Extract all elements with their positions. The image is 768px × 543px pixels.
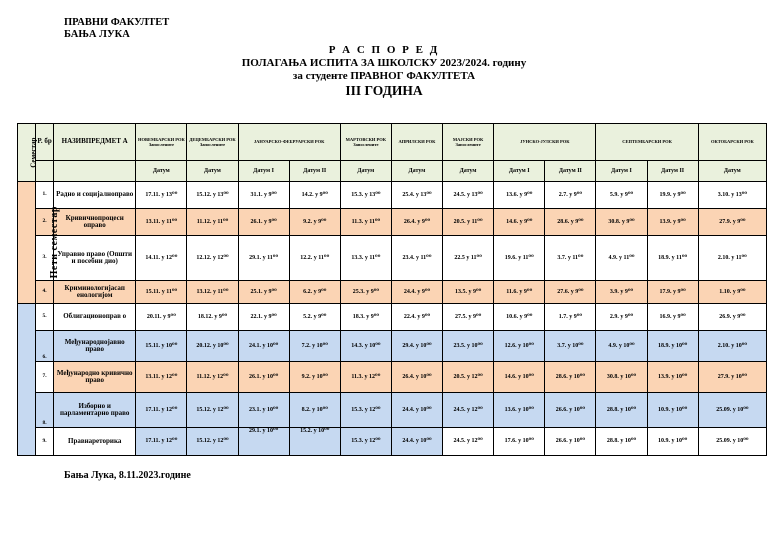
exam-date: 27.6. у 9⁰⁰ bbox=[545, 281, 596, 304]
exam-date: 15.12. у 12⁰⁰ bbox=[187, 428, 238, 456]
exam-date: 11.6. у 9⁰⁰ bbox=[494, 281, 545, 304]
exam-date: 1.10. у 9⁰⁰ bbox=[698, 281, 766, 304]
semester-header: Семестар bbox=[18, 124, 36, 182]
subject-name: Кривичнопроцесн оправо bbox=[54, 209, 136, 236]
exam-date: 17.9. у 9⁰⁰ bbox=[647, 281, 698, 304]
exam-date: 12.12. у 12⁰⁰ bbox=[187, 236, 238, 281]
exam-date: 19.6. у 11⁰⁰ bbox=[494, 236, 545, 281]
subject-name: Криминологијасап енологијом bbox=[54, 281, 136, 304]
exam-date: 13.5. у 9⁰⁰ bbox=[443, 281, 494, 304]
date-label: Датум bbox=[698, 161, 766, 182]
exam-date: 2.10. у 10⁰⁰ bbox=[698, 331, 766, 362]
exam-date: 17.6. у 10⁰⁰ bbox=[494, 428, 545, 456]
term-november: НОВЕМБАРСКИ РОК Запослените bbox=[136, 124, 187, 161]
exam-date: 22.1. у 9⁰⁰ bbox=[238, 304, 289, 331]
title-line3: за студенте ПРАВНОГ ФАКУЛТЕТА bbox=[292, 70, 476, 82]
exam-date: 28.6. у 9⁰⁰ bbox=[545, 209, 596, 236]
table-row bbox=[18, 209, 767, 236]
row-number: 7. bbox=[36, 362, 54, 393]
row-number: 9. bbox=[36, 428, 54, 456]
subject-name: Међународнојавно право bbox=[54, 331, 136, 362]
date-label: Датум I bbox=[596, 161, 647, 182]
exam-date: 3.10. у 13⁰⁰ bbox=[698, 182, 766, 209]
table-row bbox=[18, 331, 767, 362]
exam-date: 2.9. у 9⁰⁰ bbox=[596, 304, 647, 331]
exam-date: 6.2. у 9⁰⁰ bbox=[289, 281, 340, 304]
table-row bbox=[18, 362, 767, 393]
exam-date: 15.12. у 12⁰⁰ bbox=[187, 393, 238, 428]
exam-date: 13.9. у 9⁰⁰ bbox=[647, 209, 698, 236]
exam-date: 18.3. у 9⁰⁰ bbox=[340, 304, 391, 331]
exam-date: 11.3. у 12⁰⁰ bbox=[340, 362, 391, 393]
title-line2: ПОЛАГАЊА ИСПИТА ЗА ШКОЛСКУ 2023/2024. годину bbox=[241, 57, 527, 69]
exam-date: 30.8. у 10⁰⁰ bbox=[596, 362, 647, 393]
exam-date: 13.9. у 10⁰⁰ bbox=[647, 362, 698, 393]
row-number: 2. bbox=[36, 209, 54, 236]
exam-date: 18.12. у 9⁰⁰ bbox=[187, 304, 238, 331]
term-may: МАЈСКИ РОК Запослените bbox=[443, 124, 494, 161]
exam-schedule-table bbox=[17, 123, 767, 456]
exam-date: 29.1. у 10⁰⁰ bbox=[238, 428, 289, 456]
table-row bbox=[18, 428, 767, 456]
exam-date: 15.2. у 10⁰⁰ bbox=[289, 428, 340, 456]
row-number: 8. bbox=[36, 393, 54, 428]
exam-date: 13.3. у 11⁰⁰ bbox=[340, 236, 391, 281]
exam-date: 17.11. у 13⁰⁰ bbox=[136, 182, 187, 209]
exam-date: 18.9. у 11⁰⁰ bbox=[647, 236, 698, 281]
exam-date: 16.9. у 9⁰⁰ bbox=[647, 304, 698, 331]
exam-date: 13.11. у 11⁰⁰ bbox=[136, 209, 187, 236]
footer-date: Бања Лука, 8.11.2023.године bbox=[64, 470, 191, 481]
exam-date: 27.5. у 9⁰⁰ bbox=[443, 304, 494, 331]
subject-name: Међународно кривично право bbox=[54, 362, 136, 393]
exam-date: 25.3. у 9⁰⁰ bbox=[340, 281, 391, 304]
exam-date: 15.3. у 12⁰⁰ bbox=[340, 393, 391, 428]
row-number: 3. bbox=[36, 236, 54, 281]
row-number: 1. bbox=[36, 182, 54, 209]
exam-date: 28.6. у 10⁰⁰ bbox=[545, 362, 596, 393]
exam-date: 15.11. у 10⁰⁰ bbox=[136, 331, 187, 362]
exam-date: 27.9. у 10⁰⁰ bbox=[698, 362, 766, 393]
header-row-dates bbox=[18, 161, 767, 182]
exam-date: 18.9. у 10⁰⁰ bbox=[647, 331, 698, 362]
exam-date: 25.09. у 10⁰⁰ bbox=[698, 393, 766, 428]
exam-date: 13.12. у 11⁰⁰ bbox=[187, 281, 238, 304]
exam-date: 13.11. у 12⁰⁰ bbox=[136, 362, 187, 393]
exam-date: 26.6. у 10⁰⁰ bbox=[545, 428, 596, 456]
exam-date: 23.4. у 11⁰⁰ bbox=[391, 236, 442, 281]
subject-name: Изборно и парламентарно право bbox=[54, 393, 136, 428]
exam-date: 22.4. у 9⁰⁰ bbox=[391, 304, 442, 331]
exam-date: 23.1. у 10⁰⁰ bbox=[238, 393, 289, 428]
exam-date: 25.1. у 9⁰⁰ bbox=[238, 281, 289, 304]
exam-date: 25.09. у 10⁰⁰ bbox=[698, 428, 766, 456]
exam-date: 26.1. у 10⁰⁰ bbox=[238, 362, 289, 393]
subject-header-blank bbox=[54, 161, 136, 182]
date-label: Датум bbox=[187, 161, 238, 182]
date-label: Датум bbox=[391, 161, 442, 182]
date-label: Датум I bbox=[238, 161, 289, 182]
date-label: Датум II bbox=[647, 161, 698, 182]
exam-date: 3.7. у 10⁰⁰ bbox=[545, 331, 596, 362]
date-label: Датум I bbox=[494, 161, 545, 182]
exam-date: 26.6. у 10⁰⁰ bbox=[545, 393, 596, 428]
table-row bbox=[18, 393, 767, 428]
exam-date: 5.9. у 9⁰⁰ bbox=[596, 182, 647, 209]
exam-date: 10.9. у 10⁰⁰ bbox=[647, 428, 698, 456]
exam-date: 8.2. у 10⁰⁰ bbox=[289, 393, 340, 428]
exam-date: 22.5 у 11⁰⁰ bbox=[443, 236, 494, 281]
institution-line1: ПРАВНИ ФАКУЛТЕТ bbox=[64, 17, 170, 28]
exam-date: 24.1. у 10⁰⁰ bbox=[238, 331, 289, 362]
exam-date: 20.5. у 12⁰⁰ bbox=[443, 362, 494, 393]
exam-date: 31.1. у 9⁰⁰ bbox=[238, 182, 289, 209]
exam-date: 5.2. у 9⁰⁰ bbox=[289, 304, 340, 331]
exam-date: 30.8. у 9⁰⁰ bbox=[596, 209, 647, 236]
row-number: 5. bbox=[36, 304, 54, 331]
exam-date: 24.5. у 13⁰⁰ bbox=[443, 182, 494, 209]
exam-date: 24.5. у 12⁰⁰ bbox=[443, 393, 494, 428]
exam-date: 2.10. у 11⁰⁰ bbox=[698, 236, 766, 281]
header-row-terms bbox=[18, 124, 767, 161]
table-row bbox=[18, 182, 767, 209]
term-january-february: ЈАНУАРСКО-ФЕБРУАРСКИ РОК bbox=[238, 124, 340, 161]
exam-date: 28.8. у 10⁰⁰ bbox=[596, 393, 647, 428]
date-label: Датум bbox=[136, 161, 187, 182]
subject-name: Управно право (Општи и посебни дио) bbox=[54, 236, 136, 281]
exam-date: 14.2. у 9⁰⁰ bbox=[289, 182, 340, 209]
exam-date: 9.2. у 9⁰⁰ bbox=[289, 209, 340, 236]
term-october: ОКТОБАРСКИ РОК bbox=[698, 124, 766, 161]
exam-date: 24.4. у 10⁰⁰ bbox=[391, 428, 442, 456]
title-line4: III ГОДИНА bbox=[345, 83, 423, 98]
exam-date: 26.4. у 10⁰⁰ bbox=[391, 362, 442, 393]
exam-date: 1.7. у 9⁰⁰ bbox=[545, 304, 596, 331]
subject-name: Облигационоправ о bbox=[54, 304, 136, 331]
exam-date: 27.9. у 9⁰⁰ bbox=[698, 209, 766, 236]
title-line1: Р А С П О Р Е Д bbox=[328, 44, 440, 56]
exam-date: 14.3. у 10⁰⁰ bbox=[340, 331, 391, 362]
table-row bbox=[18, 281, 767, 304]
term-april: АПРИЛСКИ РОК bbox=[391, 124, 442, 161]
exam-date: 26.4. у 9⁰⁰ bbox=[391, 209, 442, 236]
term-march: МАРТОВСКИ РОК Запослените bbox=[340, 124, 391, 161]
exam-date: 3.7. у 11⁰⁰ bbox=[545, 236, 596, 281]
exam-date: 20.5. у 11⁰⁰ bbox=[443, 209, 494, 236]
date-label: Датум II bbox=[545, 161, 596, 182]
exam-date: 15.3. у 13⁰⁰ bbox=[340, 182, 391, 209]
exam-date: 13.6. у 9⁰⁰ bbox=[494, 182, 545, 209]
subject-name: Радно и социјалноправо bbox=[54, 182, 136, 209]
exam-date: 15.11. у 11⁰⁰ bbox=[136, 281, 187, 304]
exam-date: 24.4. у 9⁰⁰ bbox=[391, 281, 442, 304]
term-december: ДЕЦЕМБАРСКИ РОК Запослените bbox=[187, 124, 238, 161]
term-june-july: ЈУНСКО-ЈУЛСКИ РОК bbox=[494, 124, 596, 161]
exam-date: 11.3. у 11⁰⁰ bbox=[340, 209, 391, 236]
exam-date: 26.1. у 9⁰⁰ bbox=[238, 209, 289, 236]
exam-date: 10.9. у 10⁰⁰ bbox=[647, 393, 698, 428]
exam-date: 9.2. у 10⁰⁰ bbox=[289, 362, 340, 393]
exam-date: 24.4. у 10⁰⁰ bbox=[391, 393, 442, 428]
date-label: Датум bbox=[340, 161, 391, 182]
exam-date: 12.6. у 10⁰⁰ bbox=[494, 331, 545, 362]
institution-header bbox=[64, 17, 169, 41]
exam-date: 14.6. у 9⁰⁰ bbox=[494, 209, 545, 236]
rb-header-blank bbox=[36, 161, 54, 182]
exam-date: 4.9. у 11⁰⁰ bbox=[596, 236, 647, 281]
exam-date: 11.12. у 12⁰⁰ bbox=[187, 362, 238, 393]
rb-header: Р. бр bbox=[36, 124, 54, 161]
exam-date: 14.11. у 12⁰⁰ bbox=[136, 236, 187, 281]
exam-date: 20.11. у 9⁰⁰ bbox=[136, 304, 187, 331]
exam-date: 25.4. у 13⁰⁰ bbox=[391, 182, 442, 209]
exam-date: 2.7. у 9⁰⁰ bbox=[545, 182, 596, 209]
exam-date: 4.9. у 10⁰⁰ bbox=[596, 331, 647, 362]
exam-date: 24.5. у 12⁰⁰ bbox=[443, 428, 494, 456]
document-title bbox=[0, 44, 768, 99]
exam-date: 11.12. у 11⁰⁰ bbox=[187, 209, 238, 236]
exam-date: 3.9. у 9⁰⁰ bbox=[596, 281, 647, 304]
exam-date: 17.11. у 12⁰⁰ bbox=[136, 393, 187, 428]
exam-date: 29.1. у 11⁰⁰ bbox=[238, 236, 289, 281]
table-row bbox=[18, 236, 767, 281]
exam-date: 19.9. у 9⁰⁰ bbox=[647, 182, 698, 209]
exam-date: 28.8. у 10⁰⁰ bbox=[596, 428, 647, 456]
exam-date: 7.2. у 10⁰⁰ bbox=[289, 331, 340, 362]
exam-date: 13.6. у 10⁰⁰ bbox=[494, 393, 545, 428]
exam-date: 15.12. у 13⁰⁰ bbox=[187, 182, 238, 209]
exam-date: 29.4. у 10⁰⁰ bbox=[391, 331, 442, 362]
semester-fifth: Пети семестар bbox=[18, 182, 36, 304]
exam-date: 20.12. у 10⁰⁰ bbox=[187, 331, 238, 362]
institution-line2: БАЊА ЛУКА bbox=[64, 29, 130, 40]
row-number: 4. bbox=[36, 281, 54, 304]
exam-date: 26.9. у 9⁰⁰ bbox=[698, 304, 766, 331]
exam-date: 23.5. у 10⁰⁰ bbox=[443, 331, 494, 362]
date-label: Датум bbox=[443, 161, 494, 182]
table-row bbox=[18, 304, 767, 331]
exam-date: 10.6. у 9⁰⁰ bbox=[494, 304, 545, 331]
semester-sixth bbox=[18, 304, 36, 456]
row-number: 6. bbox=[36, 331, 54, 362]
subject-name: Правнареторика bbox=[54, 428, 136, 456]
exam-date: 14.6. у 10⁰⁰ bbox=[494, 362, 545, 393]
term-september: СЕПТЕМБАРСКИ РОК bbox=[596, 124, 698, 161]
exam-date: 15.3. у 12⁰⁰ bbox=[340, 428, 391, 456]
subject-header: НАЗИВПРЕДМЕТ А bbox=[54, 124, 136, 161]
exam-date: 17.11. у 12⁰⁰ bbox=[136, 428, 187, 456]
exam-date: 12.2. у 11⁰⁰ bbox=[289, 236, 340, 281]
date-label: Датум II bbox=[289, 161, 340, 182]
